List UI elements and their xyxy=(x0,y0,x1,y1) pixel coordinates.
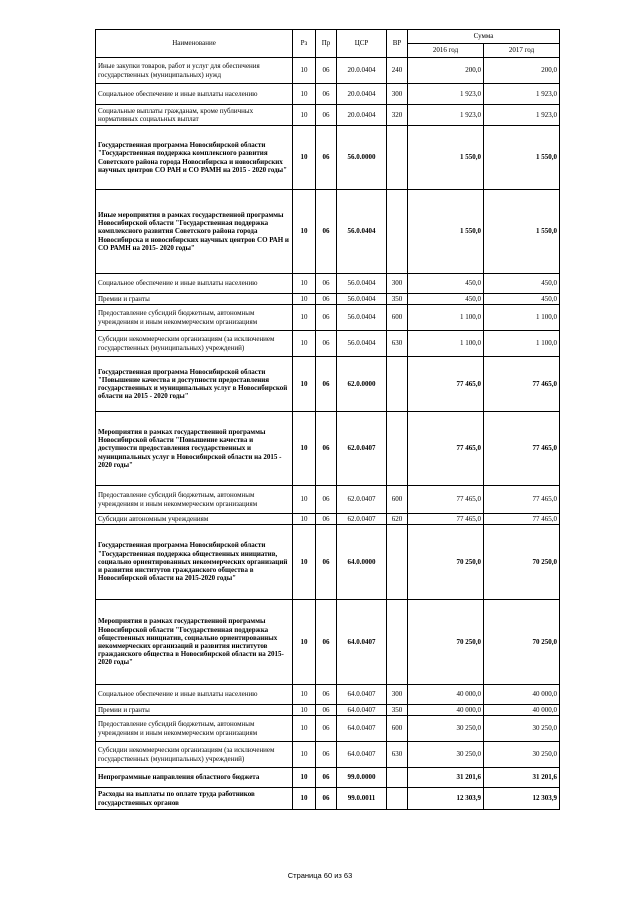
row-sum-2017-cell: 77 465,0 xyxy=(484,514,560,525)
row-pr-cell: 06 xyxy=(316,331,337,357)
row-pr-cell: 06 xyxy=(316,294,337,305)
row-vr-cell: 630 xyxy=(387,742,408,768)
row-sum-2017-cell: 1 550,0 xyxy=(484,126,560,190)
row-name-cell: Социальное обеспечение и иные выплаты населению xyxy=(96,685,293,705)
row-rz-cell: 10 xyxy=(293,84,316,105)
row-sum-2017-cell: 12 303,9 xyxy=(484,788,560,810)
row-pr-cell: 06 xyxy=(316,305,337,331)
row-name-cell: Субсидии некоммерческим организациям (за исключением государственных (муниципальных) учреждений) xyxy=(96,742,293,768)
row-vr-cell xyxy=(387,788,408,810)
header-year-2017: 2017 год xyxy=(484,44,560,58)
row-vr-cell: 320 xyxy=(387,105,408,126)
table-row xyxy=(96,190,560,274)
row-sum-2017-cell: 200,0 xyxy=(484,58,560,84)
row-sum-2016-cell: 40 000,0 xyxy=(408,705,484,716)
table-row xyxy=(96,788,560,810)
row-pr-cell: 06 xyxy=(316,600,337,685)
row-name-cell: Предоставление субсидий бюджетным, автономным учреждениям и иным некоммерческим организациям xyxy=(96,716,293,742)
row-pr-cell: 06 xyxy=(316,105,337,126)
table-row xyxy=(96,412,560,486)
header-name: Наименование xyxy=(96,30,293,58)
row-rz-cell: 10 xyxy=(293,274,316,294)
row-sum-2016-cell: 450,0 xyxy=(408,294,484,305)
table-row xyxy=(96,58,560,84)
row-name-cell: Расходы на выплаты по оплате труда работников государственных органов xyxy=(96,788,293,810)
row-pr-cell: 06 xyxy=(316,84,337,105)
row-sum-2017-cell: 450,0 xyxy=(484,274,560,294)
row-name-cell: Мероприятия в рамках государственной программы Новосибирской области "Государственная поддержка общественных инициатив, социально ориентированных некоммерческих организаций и развития институтов гражданского общества в Новосибирской области на 2015-2020 годы" xyxy=(96,600,293,685)
row-sum-2016-cell: 1 550,0 xyxy=(408,190,484,274)
row-vr-cell: 600 xyxy=(387,486,408,514)
table-row xyxy=(96,742,560,768)
row-vr-cell: 600 xyxy=(387,716,408,742)
row-vr-cell xyxy=(387,525,408,600)
row-sum-2017-cell: 40 000,0 xyxy=(484,685,560,705)
row-vr-cell: 300 xyxy=(387,685,408,705)
row-csr-cell: 62.0.0407 xyxy=(337,486,387,514)
row-sum-2016-cell: 77 465,0 xyxy=(408,514,484,525)
header-pr: Пр xyxy=(316,30,337,58)
row-vr-cell: 630 xyxy=(387,331,408,357)
row-rz-cell: 10 xyxy=(293,685,316,705)
table-row xyxy=(96,126,560,190)
row-name-cell: Социальное обеспечение и иные выплаты населению xyxy=(96,274,293,294)
table-row xyxy=(96,716,560,742)
row-pr-cell: 06 xyxy=(316,190,337,274)
row-rz-cell: 10 xyxy=(293,305,316,331)
row-pr-cell: 06 xyxy=(316,742,337,768)
row-name-cell: Субсидии некоммерческим организациям (за исключением государственных (муниципальных) учреждений) xyxy=(96,331,293,357)
row-vr-cell: 300 xyxy=(387,84,408,105)
row-csr-cell: 62.0.0000 xyxy=(337,357,387,412)
row-rz-cell: 10 xyxy=(293,768,316,788)
page-footer: Страница 60 из 63 xyxy=(287,871,353,880)
row-csr-cell: 64.0.0000 xyxy=(337,525,387,600)
row-rz-cell: 10 xyxy=(293,357,316,412)
header-csr: ЦСР xyxy=(337,30,387,58)
row-sum-2017-cell: 40 000,0 xyxy=(484,705,560,716)
row-sum-2016-cell: 70 250,0 xyxy=(408,525,484,600)
row-vr-cell xyxy=(387,357,408,412)
row-sum-2017-cell: 450,0 xyxy=(484,294,560,305)
row-rz-cell: 10 xyxy=(293,486,316,514)
row-vr-cell: 300 xyxy=(387,274,408,294)
row-sum-2017-cell: 30 250,0 xyxy=(484,716,560,742)
row-vr-cell xyxy=(387,412,408,486)
row-rz-cell: 10 xyxy=(293,190,316,274)
row-rz-cell: 10 xyxy=(293,514,316,525)
header-vr: ВР xyxy=(387,30,408,58)
row-pr-cell: 06 xyxy=(316,58,337,84)
table-row xyxy=(96,486,560,514)
row-sum-2017-cell: 77 465,0 xyxy=(484,412,560,486)
row-sum-2016-cell: 1 100,0 xyxy=(408,331,484,357)
row-pr-cell: 06 xyxy=(316,514,337,525)
row-sum-2017-cell: 70 250,0 xyxy=(484,600,560,685)
row-sum-2016-cell: 450,0 xyxy=(408,274,484,294)
row-sum-2017-cell: 1 923,0 xyxy=(484,105,560,126)
row-pr-cell: 06 xyxy=(316,788,337,810)
row-pr-cell: 06 xyxy=(316,486,337,514)
row-csr-cell: 64.0.0407 xyxy=(337,705,387,716)
row-rz-cell: 10 xyxy=(293,705,316,716)
row-sum-2017-cell: 1 100,0 xyxy=(484,331,560,357)
row-vr-cell: 600 xyxy=(387,305,408,331)
row-rz-cell: 10 xyxy=(293,788,316,810)
row-sum-2016-cell: 77 465,0 xyxy=(408,486,484,514)
row-vr-cell xyxy=(387,768,408,788)
row-pr-cell: 06 xyxy=(316,716,337,742)
table-row xyxy=(96,768,560,788)
row-pr-cell: 06 xyxy=(316,705,337,716)
row-csr-cell: 56.0.0404 xyxy=(337,305,387,331)
table-row xyxy=(96,294,560,305)
row-sum-2016-cell: 1 550,0 xyxy=(408,126,484,190)
row-csr-cell: 64.0.0407 xyxy=(337,742,387,768)
row-pr-cell: 06 xyxy=(316,685,337,705)
row-sum-2017-cell: 77 465,0 xyxy=(484,357,560,412)
row-sum-2017-cell: 1 550,0 xyxy=(484,190,560,274)
row-csr-cell: 20.0.0404 xyxy=(337,105,387,126)
table-row xyxy=(96,357,560,412)
header-rz: Рз xyxy=(293,30,316,58)
row-rz-cell: 10 xyxy=(293,105,316,126)
row-rz-cell: 10 xyxy=(293,600,316,685)
row-sum-2017-cell: 1 100,0 xyxy=(484,305,560,331)
row-rz-cell: 10 xyxy=(293,294,316,305)
row-pr-cell: 06 xyxy=(316,525,337,600)
row-rz-cell: 10 xyxy=(293,742,316,768)
table-row xyxy=(96,105,560,126)
row-csr-cell: 56.0.0404 xyxy=(337,274,387,294)
row-pr-cell: 06 xyxy=(316,412,337,486)
table-row xyxy=(96,274,560,294)
row-pr-cell: 06 xyxy=(316,768,337,788)
row-name-cell: Государственная программа Новосибирской области "Государственная поддержка комплексного развития Советского района города Новосибирска и новосибирских научных центров СО РАН и СО РАМН на 2015 - 2020 годы" xyxy=(96,126,293,190)
row-csr-cell: 99.0.0000 xyxy=(337,768,387,788)
row-rz-cell: 10 xyxy=(293,58,316,84)
row-name-cell: Социальные выплаты гражданам, кроме публичных нормативных социальных выплат xyxy=(96,105,293,126)
row-name-cell: Иные мероприятия в рамках государственной программы Новосибирской области "Государственная поддержка комплексного развития Советского района города Новосибирска и новосибирских научных центров СО РАН и СО РАМН на 2015- 2020 годы" xyxy=(96,190,293,274)
header-year-2016: 2016 год xyxy=(408,44,484,58)
row-name-cell: Непрограммные направления областного бюджета xyxy=(96,768,293,788)
row-sum-2017-cell: 77 465,0 xyxy=(484,486,560,514)
table-row xyxy=(96,525,560,600)
table-row xyxy=(96,685,560,705)
row-csr-cell: 64.0.0407 xyxy=(337,716,387,742)
row-sum-2016-cell: 30 250,0 xyxy=(408,742,484,768)
row-sum-2016-cell: 31 201,6 xyxy=(408,768,484,788)
table-row xyxy=(96,600,560,685)
row-name-cell: Премии и гранты xyxy=(96,294,293,305)
table-row xyxy=(96,705,560,716)
row-sum-2016-cell: 1 100,0 xyxy=(408,305,484,331)
row-csr-cell: 64.0.0407 xyxy=(337,600,387,685)
row-sum-2017-cell: 70 250,0 xyxy=(484,525,560,600)
table-row xyxy=(96,514,560,525)
row-sum-2016-cell: 1 923,0 xyxy=(408,84,484,105)
row-vr-cell: 350 xyxy=(387,294,408,305)
row-rz-cell: 10 xyxy=(293,412,316,486)
row-pr-cell: 06 xyxy=(316,126,337,190)
row-csr-cell: 64.0.0407 xyxy=(337,685,387,705)
row-rz-cell: 10 xyxy=(293,716,316,742)
row-name-cell: Субсидии автономным учреждениям xyxy=(96,514,293,525)
row-name-cell: Социальное обеспечение и иные выплаты населению xyxy=(96,84,293,105)
row-name-cell: Мероприятия в рамках государственной программы Новосибирской области "Повышение качества и доступности предоставления государственных и муниципальных услуг в Новосибирской области на 2015 - 2020 годы" xyxy=(96,412,293,486)
row-pr-cell: 06 xyxy=(316,357,337,412)
table-row xyxy=(96,331,560,357)
row-sum-2016-cell: 1 923,0 xyxy=(408,105,484,126)
row-csr-cell: 20.0.0404 xyxy=(337,58,387,84)
row-csr-cell: 56.0.0404 xyxy=(337,190,387,274)
table-body xyxy=(96,58,560,810)
row-rz-cell: 10 xyxy=(293,525,316,600)
row-vr-cell: 350 xyxy=(387,705,408,716)
header-sum-group: Сумма xyxy=(408,30,560,44)
table-row xyxy=(96,84,560,105)
row-csr-cell: 56.0.0404 xyxy=(337,331,387,357)
row-name-cell: Премии и гранты xyxy=(96,705,293,716)
row-sum-2017-cell: 30 250,0 xyxy=(484,742,560,768)
row-csr-cell: 99.0.0011 xyxy=(337,788,387,810)
row-sum-2016-cell: 77 465,0 xyxy=(408,412,484,486)
row-sum-2016-cell: 200,0 xyxy=(408,58,484,84)
row-sum-2017-cell: 31 201,6 xyxy=(484,768,560,788)
row-name-cell: Государственная программа Новосибирской области "Повышение качества и доступности предоставления государственных и муниципальных услуг в Новосибирской области на 2015 - 2020 годы" xyxy=(96,357,293,412)
row-sum-2016-cell: 30 250,0 xyxy=(408,716,484,742)
table-row xyxy=(96,305,560,331)
row-csr-cell: 56.0.0000 xyxy=(337,126,387,190)
row-pr-cell: 06 xyxy=(316,274,337,294)
row-sum-2017-cell: 1 923,0 xyxy=(484,84,560,105)
row-csr-cell: 20.0.0404 xyxy=(337,84,387,105)
row-vr-cell xyxy=(387,600,408,685)
row-name-cell: Иные закупки товаров, работ и услуг для обеспечения государственных (муниципальных) нужд xyxy=(96,58,293,84)
row-csr-cell: 62.0.0407 xyxy=(337,412,387,486)
row-rz-cell: 10 xyxy=(293,331,316,357)
table-header xyxy=(96,30,560,58)
row-name-cell: Предоставление субсидий бюджетным, автономным учреждениям и иным некоммерческим организациям xyxy=(96,305,293,331)
row-sum-2016-cell: 40 000,0 xyxy=(408,685,484,705)
row-sum-2016-cell: 77 465,0 xyxy=(408,357,484,412)
row-sum-2016-cell: 12 303,9 xyxy=(408,788,484,810)
row-vr-cell: 240 xyxy=(387,58,408,84)
row-csr-cell: 56.0.0404 xyxy=(337,294,387,305)
row-vr-cell xyxy=(387,190,408,274)
row-name-cell: Государственная программа Новосибирской области "Государственная поддержка общественных инициатив, социально ориентированных некоммерческих организаций и развития институтов гражданского общества в Новосибирской области на 2015-2020 годы" xyxy=(96,525,293,600)
row-vr-cell: 620 xyxy=(387,514,408,525)
row-name-cell: Предоставление субсидий бюджетным, автономным учреждениям и иным некоммерческим организациям xyxy=(96,486,293,514)
row-vr-cell xyxy=(387,126,408,190)
budget-table xyxy=(95,29,560,810)
row-sum-2016-cell: 70 250,0 xyxy=(408,600,484,685)
row-rz-cell: 10 xyxy=(293,126,316,190)
row-csr-cell: 62.0.0407 xyxy=(337,514,387,525)
